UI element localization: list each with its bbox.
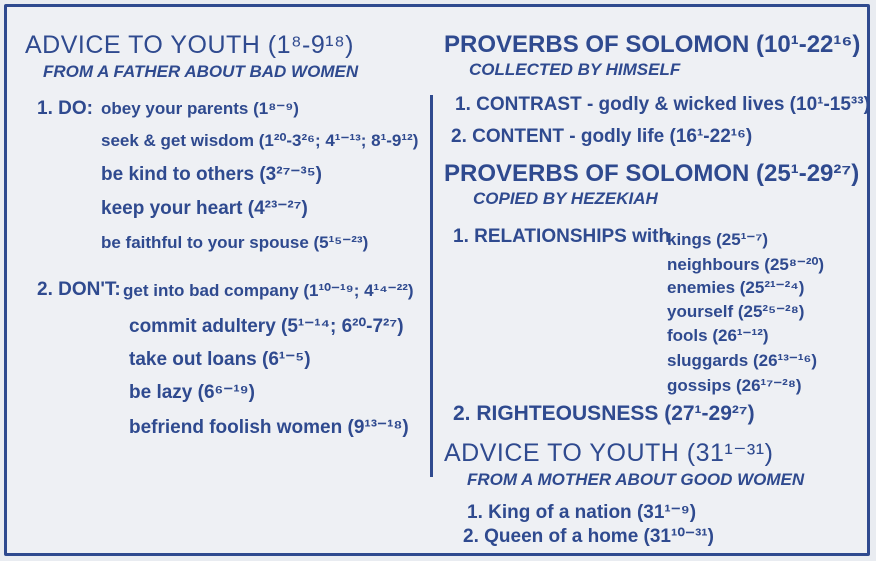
relationship-item: yourself (25²⁵⁻²⁸) <box>667 302 805 321</box>
relationship-item: enemies (25²¹⁻²⁴) <box>667 278 805 297</box>
left-heading: ADVICE TO YOUTH (1⁸-9¹⁸) <box>25 31 354 59</box>
dont-item: be lazy (6⁶⁻¹⁹) <box>129 382 255 403</box>
right-heading-2: PROVERBS OF SOLOMON (25¹-29²⁷) <box>444 160 860 187</box>
section1-item: 2. CONTENT - godly life (16¹-22¹⁶) <box>451 126 753 147</box>
relationship-item: kings (25¹⁻⁷) <box>667 230 769 249</box>
left-subheading: FROM A FATHER ABOUT BAD WOMEN <box>43 62 359 81</box>
chart-sheet <box>4 4 870 556</box>
do-label: 1. DO: <box>37 98 93 119</box>
section3-item: 1. King of a nation (31¹⁻⁹) <box>467 502 697 523</box>
dont-item: take out loans (6¹⁻⁵) <box>129 349 311 370</box>
right-heading-3: ADVICE TO YOUTH (31¹⁻³¹) <box>444 439 774 467</box>
column-divider <box>430 95 433 477</box>
do-item: obey your parents (1⁸⁻⁹) <box>101 99 299 118</box>
relationship-item: fools (26¹⁻¹²) <box>667 326 769 345</box>
righteousness-item: 2. RIGHTEOUSNESS (27¹-29²⁷) <box>453 402 755 425</box>
right-heading-1: PROVERBS OF SOLOMON (10¹-22¹⁶) <box>444 31 861 58</box>
dont-item: get into bad company (1¹⁰⁻¹⁹; 4¹⁴⁻²²) <box>123 281 414 300</box>
do-item: be kind to others (3²⁷⁻³⁵) <box>101 164 323 185</box>
do-item: seek & get wisdom (1²⁰-3²⁶; 4¹⁻¹³; 8¹-9¹²) <box>101 131 419 150</box>
relationship-item: sluggards (26¹³⁻¹⁶) <box>667 351 817 370</box>
dont-item: commit adultery (5¹⁻¹⁴; 6²⁰-7²⁷) <box>129 316 404 337</box>
right-subheading-2: COPIED BY HEZEKIAH <box>473 189 658 208</box>
relationships-label: 1. RELATIONSHIPS with <box>453 226 671 247</box>
section1-item: 1. CONTRAST - godly & wicked lives (10¹-15³³) <box>455 94 870 115</box>
relationship-item: gossips (26¹⁷⁻²⁸) <box>667 376 802 395</box>
dont-item: befriend foolish women (9¹³⁻¹⁸) <box>129 417 409 438</box>
dont-label: 2. DON'T: <box>37 279 121 300</box>
do-item: be faithful to your spouse (5¹⁵⁻²³) <box>101 233 369 252</box>
right-subheading-3: FROM A MOTHER ABOUT GOOD WOMEN <box>467 470 805 489</box>
do-item: keep your heart (4²³⁻²⁷) <box>101 198 308 219</box>
right-subheading-1: COLLECTED BY HIMSELF <box>469 60 681 79</box>
section3-item: 2. Queen of a home (31¹⁰⁻³¹) <box>463 526 714 547</box>
relationship-item: neighbours (25⁸⁻²⁰) <box>667 255 824 274</box>
